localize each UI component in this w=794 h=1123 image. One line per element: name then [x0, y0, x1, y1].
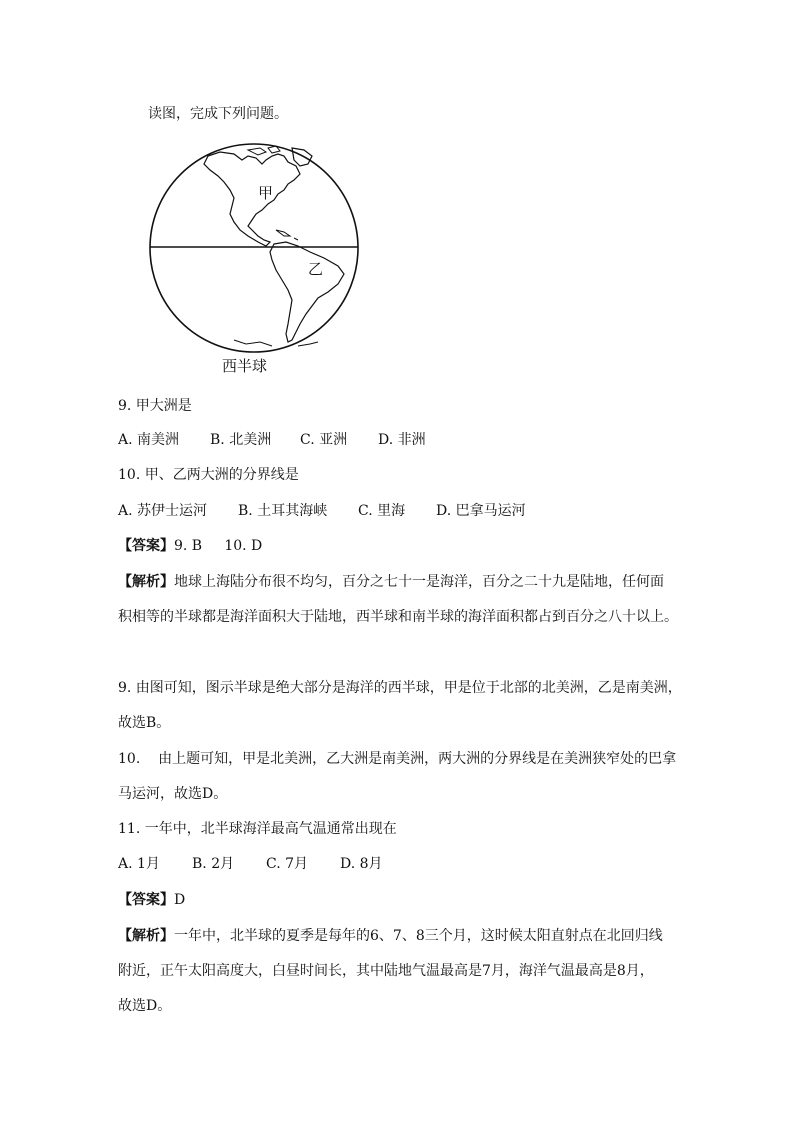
analysis-block-2 [118, 926, 663, 946]
analysis-2-line-3: 故选D。 [118, 998, 172, 1014]
analysis-2-line-1: 一年中，北半球的夏季是每年的6、7、8三个月，这时候太阳直射点在北回归线 [174, 928, 663, 944]
analysis-tag-1: 【解析】 [118, 574, 174, 590]
answer-text-2: D [174, 892, 186, 908]
intro-text: 读图，完成下列问题。 [148, 106, 288, 122]
explain-10-line-2: 马运河，故选D。 [118, 786, 228, 802]
answer-text-1: 9. B 10. D [174, 538, 263, 554]
label-north-america: 甲 [258, 184, 274, 202]
analysis-2-line-2: 附近，正午太阳高度大，白昼时间长，其中陆地气温最高是7月，海洋气温最高是8月， [118, 963, 654, 979]
label-south-america: 乙 [308, 260, 324, 278]
explain-9-line-1: 9. 由图可知，图示半球是绝大部分是海洋的西半球，甲是位于北部的北美洲，乙是南美洲， [118, 680, 682, 696]
answer-block-2 [118, 890, 185, 910]
q10-option-a: A. 苏伊士运河 [118, 503, 208, 519]
question-11-options [118, 854, 383, 874]
explain-9-line-2: 故选B。 [118, 715, 171, 731]
q10-option-d: D. 巴拿马运河 [436, 503, 526, 519]
globe-outline [150, 144, 358, 352]
q10-option-b: B. 土耳其海峡 [238, 503, 328, 519]
q10-option-c: C. 里海 [358, 503, 406, 519]
q11-option-d: D. 8月 [340, 856, 383, 872]
figure-caption: 西半球 [222, 357, 268, 375]
answer-tag-1: 【答案】 [118, 538, 174, 554]
question-9-stem: 9. 甲大洲是 [118, 398, 192, 414]
q9-option-d: D. 非洲 [378, 432, 426, 448]
analysis-1-line-1: 地球上海陆分布很不均匀，百分之七十一是海洋，百分之二十九是陆地，任何面 [174, 574, 664, 590]
q11-option-b: B. 2月 [192, 856, 235, 872]
analysis-block-1 [118, 572, 664, 592]
analysis-1-line-2: 积相等的半球都是海洋面积大于陆地，西半球和南半球的海洋面积都占到百分之八十以上。 [118, 609, 678, 625]
answer-tag-2: 【答案】 [118, 892, 174, 908]
analysis-tag-2: 【解析】 [118, 928, 174, 944]
question-11-stem: 11. 一年中，北半球海洋最高气温通常出现在 [118, 821, 397, 837]
explain-10-line-1: 10. 由上题可知，甲是北美洲，乙大洲是南美洲，两大洲的分界线是在美洲狭窄处的巴拿 [118, 751, 677, 767]
western-hemisphere-map [148, 142, 360, 354]
question-10-stem: 10. 甲、乙两大洲的分界线是 [118, 467, 299, 483]
answer-block-1 [118, 536, 262, 556]
q11-option-c: C. 7月 [266, 856, 309, 872]
question-9-options [118, 430, 426, 450]
q11-option-a: A. 1月 [118, 856, 160, 872]
q9-option-a: A. 南美洲 [118, 432, 180, 448]
q9-option-b: B. 北美洲 [210, 432, 272, 448]
question-10-options [118, 501, 526, 521]
q9-option-c: C. 亚洲 [300, 432, 348, 448]
